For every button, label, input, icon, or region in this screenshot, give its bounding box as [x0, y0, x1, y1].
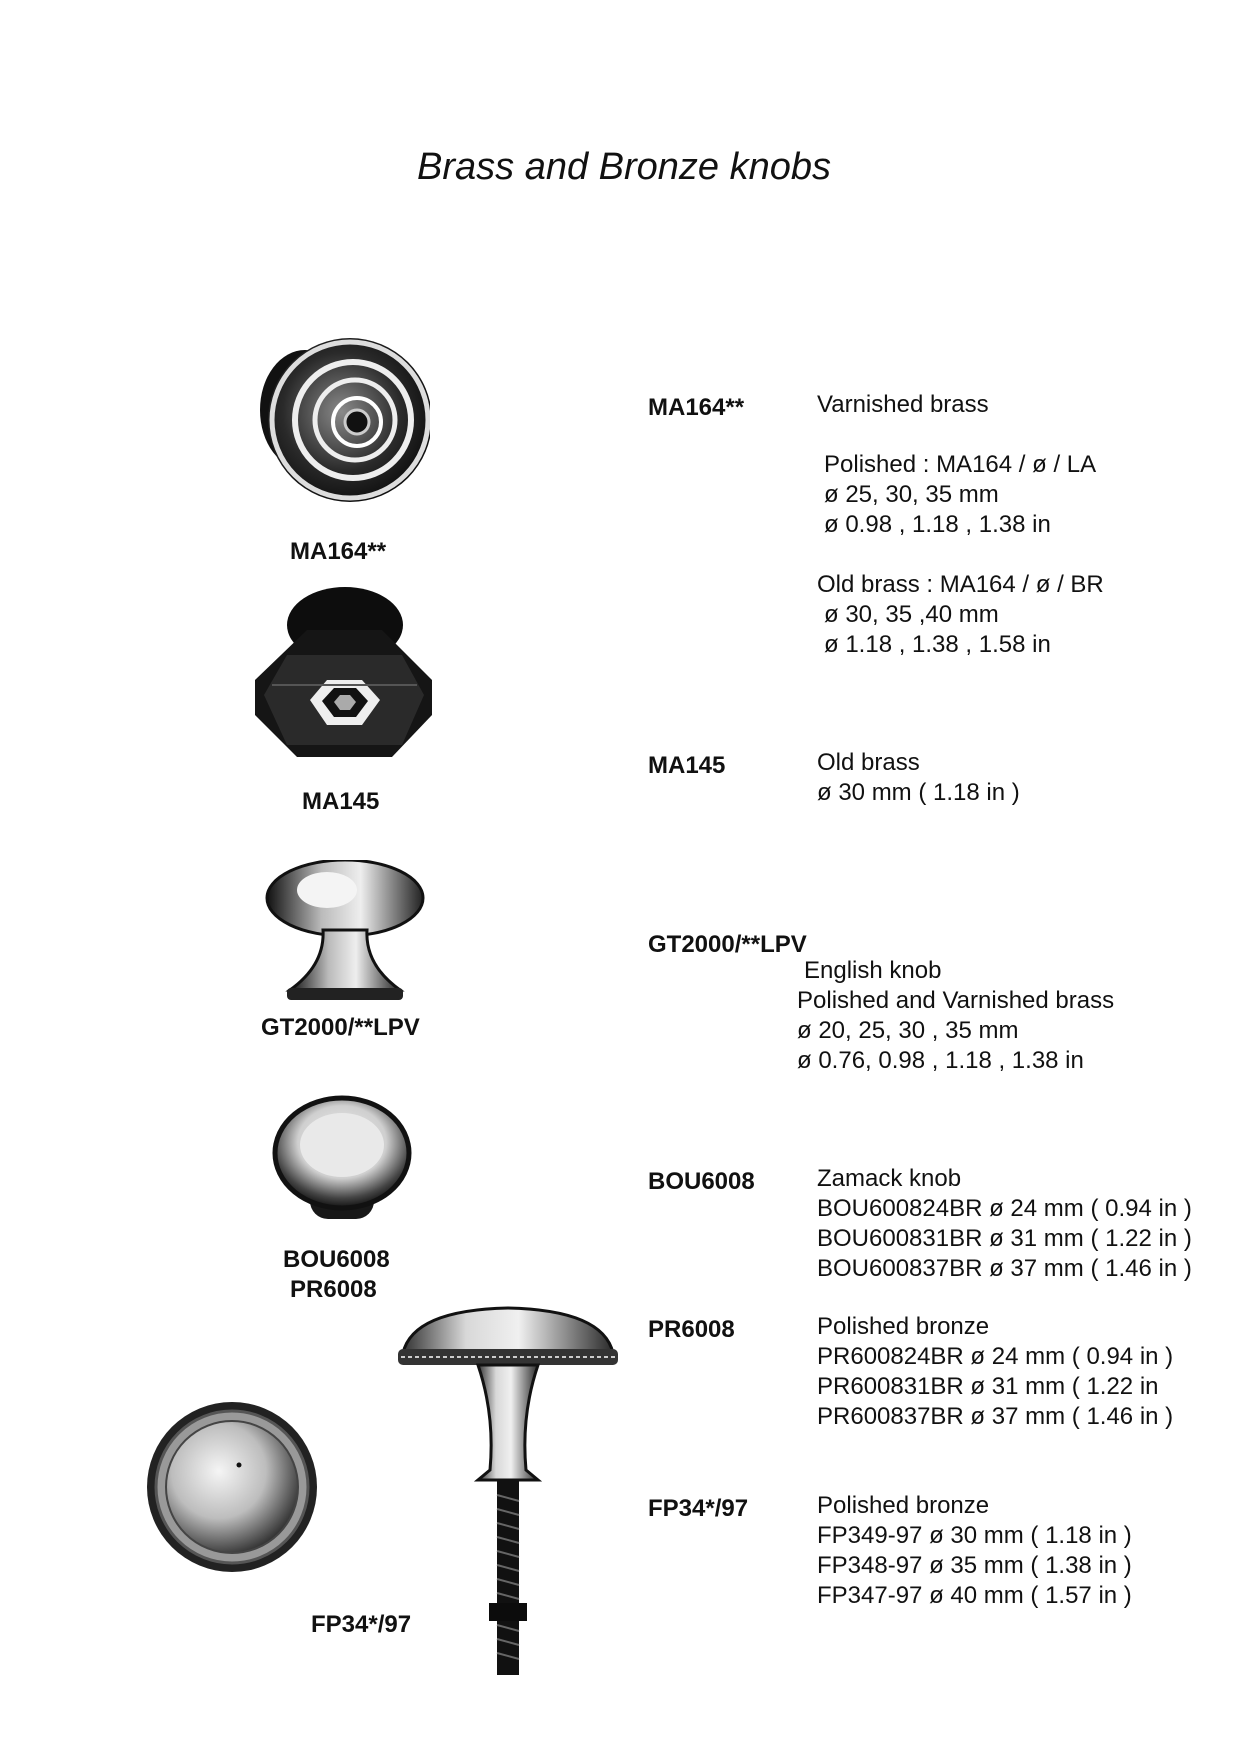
ma164-code: MA164** [648, 394, 745, 421]
desc-line: BOU600837BR ø 37 mm ( 1.46 in ) [817, 1255, 1192, 1282]
desc-line: PR600831BR ø 31 mm ( 1.22 in [817, 1373, 1159, 1400]
desc-line: ø 20, 25, 30 , 35 mm [797, 1017, 1019, 1044]
desc-line: ø 30, 35 ,40 mm [824, 601, 999, 628]
ma145-code: MA145 [648, 752, 726, 779]
bou6008-knob-image [272, 1095, 412, 1225]
ma164-caption: MA164** [290, 538, 387, 565]
bou6008-caption: BOU6008 [283, 1246, 390, 1273]
gt2000-code: GT2000/**LPV [648, 931, 807, 958]
desc-line: Old brass : MA164 / ø / BR [817, 571, 1104, 598]
fp34-caption: FP34*/97 [311, 1611, 412, 1638]
desc-line: ø 0.76, 0.98 , 1.18 , 1.38 in [797, 1047, 1084, 1074]
desc-line: BOU600831BR ø 31 mm ( 1.22 in ) [817, 1225, 1192, 1252]
desc-line: Polished bronze [817, 1313, 990, 1340]
desc-line: ø 0.98 , 1.18 , 1.38 in [824, 511, 1051, 538]
desc-line: PR600837BR ø 37 mm ( 1.46 in ) [817, 1403, 1174, 1430]
gt2000-knob-image [265, 860, 425, 1005]
bou6008-code: BOU6008 [648, 1168, 755, 1195]
pr6008-code: PR6008 [648, 1316, 735, 1343]
desc-line: FP348-97 ø 35 mm ( 1.38 in ) [817, 1552, 1132, 1579]
desc-line: Polished : MA164 / ø / LA [824, 451, 1097, 478]
pr6008-description [817, 1312, 1173, 1432]
page-title: Brass and Bronze knobs [417, 146, 832, 188]
desc-line: English knob [804, 957, 942, 984]
pr6008-caption: PR6008 [290, 1276, 377, 1303]
ma145-knob-image [252, 585, 437, 760]
fp34-code: FP34*/97 [648, 1495, 749, 1522]
desc-line: Old brass [817, 749, 920, 776]
fp34-top-view-image [145, 1400, 320, 1575]
desc-line: FP347-97 ø 40 mm ( 1.57 in ) [817, 1582, 1132, 1609]
fp34-description [817, 1491, 1132, 1611]
desc-line: ø 30 mm ( 1.18 in ) [817, 779, 1020, 806]
ma164-knob-image [245, 330, 430, 510]
desc-line: Zamack knob [817, 1165, 962, 1192]
desc-line: Polished and Varnished brass [797, 987, 1115, 1014]
desc-line: BOU600824BR ø 24 mm ( 0.94 in ) [817, 1195, 1192, 1222]
desc-line: ø 1.18 , 1.38 , 1.58 in [824, 631, 1051, 658]
desc-line: ø 25, 30, 35 mm [824, 481, 999, 508]
desc-line: FP349-97 ø 30 mm ( 1.18 in ) [817, 1522, 1132, 1549]
gt2000-caption: GT2000/**LPV [261, 1014, 420, 1041]
fp34-side-view-image [393, 1305, 623, 1695]
bou6008-description [817, 1164, 1192, 1284]
desc-line: Varnished brass [817, 391, 989, 418]
ma145-description [817, 748, 1020, 808]
desc-line: PR600824BR ø 24 mm ( 0.94 in ) [817, 1343, 1174, 1370]
desc-line: Polished bronze [817, 1492, 990, 1519]
ma145-caption: MA145 [302, 788, 380, 815]
